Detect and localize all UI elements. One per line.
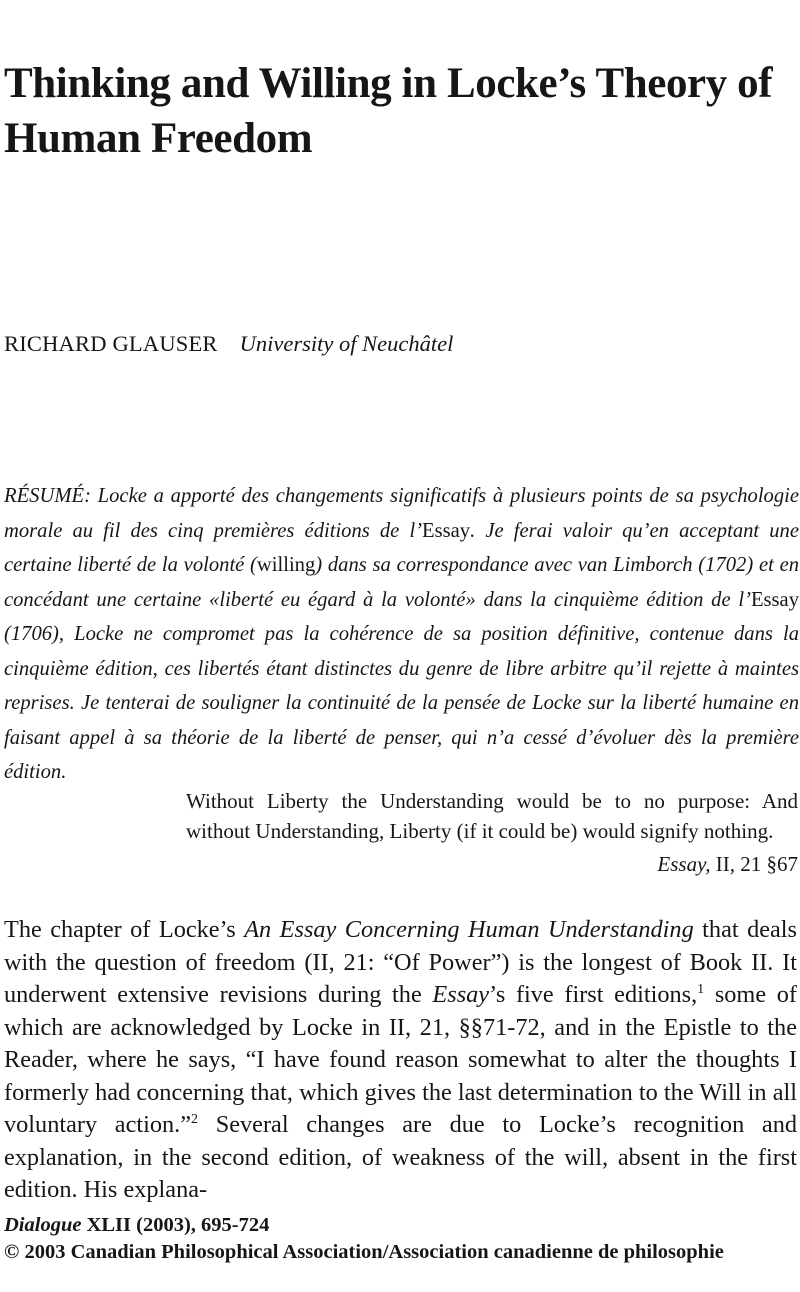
body-text: ’s five first editions, xyxy=(489,981,698,1008)
french-abstract xyxy=(4,479,799,790)
article-title: Thinking and Willing in Locke’s Theory of Human Freedom xyxy=(4,60,773,162)
body-paragraph xyxy=(4,914,797,1207)
abstract-willing-word: willing xyxy=(256,554,316,576)
byline xyxy=(4,329,453,359)
epigraph xyxy=(186,786,798,879)
journal-volume: XLII (2003), 695-724 xyxy=(81,1214,270,1236)
abstract-text: ) dans sa correspondance avec van Limborch (1702) et en concédant une certaine «liberté eu égard à la volonté» dans la cinquième édition de l’ xyxy=(4,554,800,611)
abstract-text: (1706), Locke ne compromet pas la cohérence de sa position définitive, contenue dans la cinquième édition, ces libertés étant distinctes du genre de libre arbitre qu’il rejette à maintes reprises. Je tenterai de souligner la continuité de la pensée de Locke sur la liberté humaine en faisant appel à sa théorie de la liberté de penser, qui n’a cessé d’évoluer dès la première édition. xyxy=(4,623,799,783)
body-text: Several changes are due to Locke’s recognition and explanation, in the second edition, of weakness of the will, absent in the first edition. His explana- xyxy=(4,1111,797,1203)
copyright-notice: © 2003 Canadian Philosophical Association/Association canadienne de philosophie xyxy=(4,1241,724,1263)
epigraph-source-ref: II, 21 §67 xyxy=(710,852,798,876)
abstract-essay-word: Essay xyxy=(750,588,799,611)
journal-name: Dialogue xyxy=(4,1214,82,1236)
body-text: some of which are acknowledged by Locke in II, 21, §§71-72, and in the Epistle to the Reader, where he says, “I have found reason somewhat to alter the thoughts I formerly had concerning that, which gives the last determination to the Will in all voluntary action.” xyxy=(4,981,797,1138)
page-footer xyxy=(4,1212,800,1266)
abstract-essay-word: Essay xyxy=(422,519,471,542)
essay-word: Essay xyxy=(432,981,490,1008)
footnote-ref[interactable]: 1 xyxy=(697,982,705,997)
footnote-ref[interactable]: 2 xyxy=(191,1112,199,1127)
abstract-label: RÉSUMÉ xyxy=(4,485,85,507)
epigraph-source-title: Essay, xyxy=(657,852,711,876)
author-name: RICHARD GLAUSER xyxy=(4,331,218,356)
epigraph-quote: Without Liberty the Understanding would be to no purpose: And without Understanding, Liberty (if it could be) would signify nothing. xyxy=(186,789,798,843)
journal-citation xyxy=(4,1212,800,1239)
epigraph-source xyxy=(186,849,798,879)
body-text: that deals with the question of freedom (II, 21: “Of Power”) is the longest of Book II. It underwent extensive revisions during the xyxy=(4,916,797,1008)
book-title: An Essay Concerning Human Understanding xyxy=(244,916,694,943)
abstract-text: . Je ferai valoir qu’en acceptant une certaine liberté de la volonté ( xyxy=(4,519,799,576)
body-text: The chapter of Locke’s xyxy=(4,916,245,943)
abstract-text: : Locke a apporté des changements significatifs à plusieurs points de sa psychologie morale au fil des cinq premières éditions de l’ xyxy=(4,485,799,542)
author-affiliation: University of Neuchâtel xyxy=(239,331,454,356)
